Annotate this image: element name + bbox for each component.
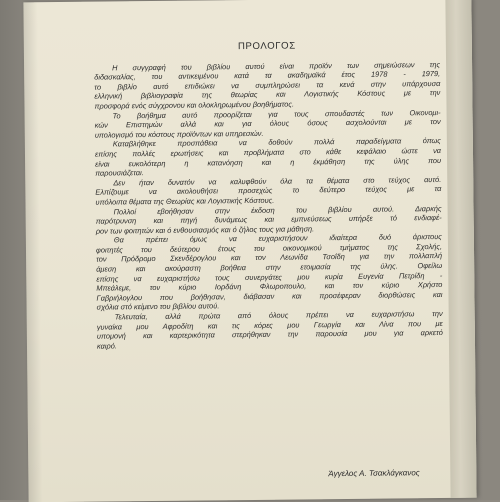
paragraphs <box>94 60 443 351</box>
text-line: επίσης πολλές ερωτήσεις και προβλήματα στο κάθε κεφάλαιο ώστε να <box>94 145 442 159</box>
text-line: το βιβλίο αυτό επιδιώκει να συμπληρώσει τα κενά στην υπάρχουσα <box>94 78 441 92</box>
text-line: παρουσιάζεται. <box>95 168 144 178</box>
text-line: ελληνική βιβλιογραφία της θεωρίας και Λογιστικής Κόστους με την <box>94 88 441 101</box>
text-line: προσφορά ενός σύγχρονου και ολοκληρωμένου βοηθήματος. <box>94 99 295 111</box>
text-line: Τελευταία, αλλά πρώτα από όλους πρέπει να ευχαριστήσω την <box>114 309 443 322</box>
text-line: σχόλια στό κείμενο του βιβλίου αυτού. <box>96 301 220 313</box>
text-line: ρον των φοιτητών και ό ενθουσιασμός και ό ζήλος τους για μάθηση. <box>95 224 315 236</box>
paragraph <box>94 60 440 112</box>
text-line: υπομονή και καρτερικότητα στερήθηκαν την παρουσία μου για αρκετό <box>96 328 443 341</box>
text-line: Ελπίζουμε να ακολουθήσει προσεχώς το δεύτερο τεύχος με τα <box>95 184 442 197</box>
paragraph <box>96 232 443 312</box>
text-line: υπόλοιπα θέματα της Θεωρίας και Λογιστικής Κόστους. <box>95 195 275 207</box>
text-line: άμεση και ακούραστη βοήθεια στην ετοιμασία της ύλης. Οφείλω <box>96 261 443 274</box>
text-line: υπολογισμό του κόστους προϊόντων και υπηρεσιών. <box>94 128 264 140</box>
text-line: Γαβριήλογλου που βοήθησαν, διάβασαν και προσέφεραν διορθώσεις και <box>96 289 443 303</box>
text-line: Δεν ήταν δυνατόν να καλυφθούν όλα τα θέματα στο τεύχος αυτό. <box>113 174 442 188</box>
text-line: παρότρυνση και πηγή δυνάμεως και εμπνεύσεως υπήρξε τό ενδιαφέ- <box>95 213 442 226</box>
text-line: φοιτητές του δεύτερου έτους του οικονομικού τμήματος της Σχολής, <box>95 241 443 255</box>
paragraph <box>95 175 441 207</box>
text-line: Πολλοί εβοήθησαν στην έκδοση του βιβλίου αυτού. Διαρκής <box>113 203 442 216</box>
book-page <box>23 0 476 502</box>
text-line: διδασκαλίας, του αντικειμένου κατά τα ακαδημαϊκά έτος 1978 - 1979, <box>94 69 441 82</box>
text-line: επίσης να ευχαριστήσω τους συνεργάτες μου κυρία Ευγενία Πετρίδη - <box>96 270 443 284</box>
text-line: τον Πρόδρομο Σκενδέρογλου και τον Λεωνίδα Τσοΐδη για την πολλαπλή <box>96 251 443 265</box>
text-line: Η συγγραφή του βιβλίου αυτού είναι προϊόν των σημειώσεων της <box>112 59 441 73</box>
text-line: κών Επιστημών αλλά και για όλους όσους ασχολούνται με τον <box>94 117 441 130</box>
preface-text <box>94 40 443 351</box>
text-line: είναι ευκολότερη η κατανόηση και η έκμάθηση της ύλης που <box>95 155 442 169</box>
text-line: καιρό. <box>96 341 117 351</box>
paragraph <box>95 136 441 178</box>
text-line: Το βοήθημα αυτό προορίζεται για τους σπουδαστές των Οικονομι- <box>112 107 441 120</box>
paragraph <box>95 108 441 140</box>
text-line: γυναίκα μου Αφροδίτη και τις κόρες μου Γεωργία και Λίνα που με <box>96 318 443 332</box>
author-signature: Άγγελος Α. Τσακλάγκανος <box>328 468 420 479</box>
page-title: ΠΡΟΛΟΓΟΣ <box>237 40 296 53</box>
text-line: Μπεάλεμε, τον κύριο Ιορδάνη Φλωροπουλο, και τον κύριο Χρήστο <box>96 280 443 293</box>
text-line: Καταβλήθηκε προσπάθεια να δοθούν πολλά παραδείγματα όπως <box>112 136 441 149</box>
paragraph <box>96 203 442 235</box>
paragraph <box>97 309 443 351</box>
text-line: Θα πρέπει όμως να ευχαριστήσουν ιδιαίτερα δυό άριστους <box>113 232 442 245</box>
page-edge <box>445 0 476 498</box>
